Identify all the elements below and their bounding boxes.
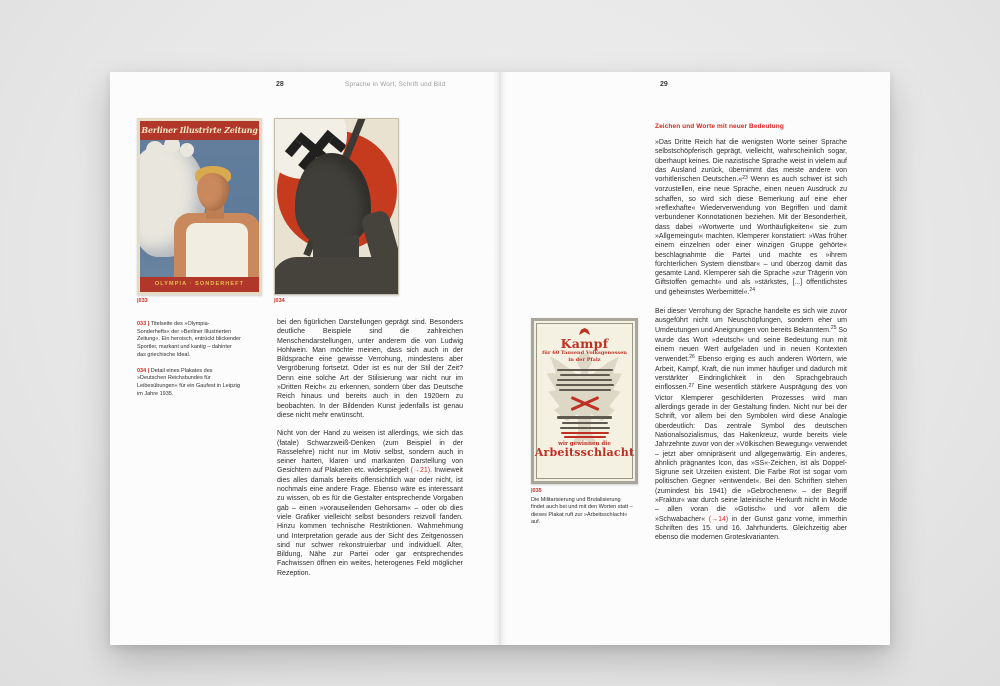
document-title: Kampf [560,336,609,351]
shoulders-silhouette [274,257,399,295]
illegible-text-block [557,415,612,431]
figure-label-034: |034 [274,298,285,304]
paragraph: bei den figürlichen Darstellungen geprägt sind. Besonders deutliche Beispiele sind die zahlreichen Menschendarstellungen, unter anderem die von Ludwig Hohlwein. Man möchte meinen, dass sich auch in der Bildsprache eine gewisse Verrohung, mindestens aber Vergröberung fortsetzt. Oder ist es nur der Stil der Zeit? Denn eine solche Art der Stilisierung war nicht nur im »Dritten Reich« zu erkennen, sondern über das Deutsche Reich hinaus und bereits auch in den 1920ern zu beobachten. In der Bildenden Kunst jedenfalls ist genau diese nicht mehr erwünscht. [277,319,463,419]
document-closing-word: Arbeitsschlacht [534,446,635,460]
figure-caption-035: Die Militarisierung und Brutalisierung findet auch bei und mit den Worten statt – dieses Plakat ruft zur »Arbeitsschlacht« auf. [531,497,633,525]
paragraph: Nicht von der Hand zu weisen ist allerdings, wie sich das (fatale) Schwarzweiß-Denken (zum Beispiel in der Rasselehre) nicht nur im Motiv selbst, sondern auch in seiner harten, klaren und markanten Darstellung von Gesichtern auf Plakaten etc. widerspiegelt (→21). Inwieweit dies alles damals bereits offensichtlich war oder nicht, ist nochmals eine andere Frage. Ebenso wäre es interessant zu wissen, ob es für die Gestalter entsprechende Vorgaben gab – einen »vorauseilenden Gehorsam« – oder ob dies viele Grafiker vielleicht selbst besonders reizvoll fanden. Hinzu kommen technische Restriktionen. Wahrnehmung und Interpretation gerade aus der Sicht des Zeitgenossen sind nur schwer rekonstruierbar und individuell. Alter, Bildung, Nähe zur Partei oder gar entsprechendes Fachwissen öffnen ein weites, heterogenes Feld möglicher Rezeption. [277,430,463,577]
athlete-tank-top [186,223,248,283]
caption-number: 034 | [137,367,150,374]
illegible-red-text [561,431,609,440]
book-gutter [493,72,507,645]
crossed-tools-icon [567,396,603,411]
figure-034-poster-detail [274,118,399,295]
caption-text: Titelseite des »Olympia-Sonderhefts« der »Berliner Illustrierten Zeitung«. Ein heroisch, entrückt blickender Sportler, markant und kantig – dahinter das griechische Ideal. [137,321,241,358]
proclamation-text [534,325,635,477]
athlete-face [197,173,229,211]
paragraph: »Das Dritte Reich hat die wenigsten Worte seiner Sprache selbstschöpferisch geprägt, vielleicht, wahrscheinlich sogar, überhaupt keines. Die nazistische Sprache weist in vielem auf das Ausland zurück, übernimmt das meiste andere von vorhitlerischen Deutschen.«$^{23}$ Wenn es auch schwer ist sich vorzustellen, eine neue Sprache, einen neuen Ausdruck zu schaffen, so wird sich diese Bemerkung auf eine eher »reflexhafte« Wiederverwendung von Begriffen und damit verbundener Konnotationen beziehen. Mit der Besonderheit, dass dabei »Wortwerte und Worthäufigkeiten« sie zum »Allgemeingut« machten. Klemperer konstatiert: »Was früher einem einzelnen oder einer winzigen Gruppe gehörte« beschlagnahmte die Partei und machte es »ihrem fürchterlichen System dienstbar« – und überzog damit das gesamte Land. Klemperer sah die Sprache »zur Trägerin von Giftstoffen gemacht« und als »stärkstes, [...] öffentlichstes und geheimstes Werbemittel«.$^{24}$ [655,139,847,296]
cover-banner: OLYMPIA · SONDERHEFT [140,277,259,292]
running-head: Sprache in Wort, Schrift und Bild [345,81,446,88]
document-subtitle: für 60 Tausend Volksgenossen [542,350,627,356]
section-heading: Zeichen und Worte mit neuer Bedeutung [655,123,784,130]
caption-text: Detail eines Plakates des »Deutschen Reichsbundes für Leibesübungen« für ein Gaufest in Leipzig im Jahre 1935. [137,367,241,397]
paragraph: Bei dieser Verrohung der Sprache handelte es sich wie zuvor ausgeführt nicht um Neuschöpfungen, sondern eher um Umdeutungen und Aneignungen von bereits Bekanntem.$^{25}$ So wurde das Wort »deutsch« und seine Bedeutung nun mit einem neuen Wert aufgeladen und in neuen Kontexten verwendet.$^{26}$ Ebenso erging es auch anderen Wörtern, wie Arbeit, Kampf, Kraft, die nun immer häufiger und dadurch mit verstärkter Eindringlichkeit in den Sprachgebrauch einflossen.$^{27}$ Eine wesentlich stärkere Ausprägung des von Victor Klemperer geschilderten Prozesses wird man allerdings gerade in der Gestaltung finden. Nicht nur bei der Schrift, vor allem bei den Symbolen wird diese Analogie überdeutlich: Das zentrale Symbol des deutschen Nationalsozialismus, das Hakenkreuz, wurde bereits viele Jahrzehnte zuvor von der »Völkischen Bewegung« verwendet – jetzt aber omnipräsent und allgegenwärtig. Ein anderes, ähnlich prägnantes Icon, das »SS«-Zeichen, ist als Doppel-Sigrune seit Urzeiten existent. Die Farbe Rot ist sogar vom politischen Gegner »entwendet«. Bei den Schriften stehen (zumindest bis 1941) die »Gebrochenen« – der Begriff »Fraktur« war durch seine lateinische Herkunft nicht in Mode – allen voran die »Gotisch« und vor allem die »Schwabacher« (→14) in der Gunst ganz vorne, immerhin Schriften des 15. und 16. Jahrhunderts. Gleichzeitig aber ebenso die modernen Groteskvarianten. [655,308,847,542]
figure-label-033: |033 [137,298,148,304]
cover-artwork [140,121,259,292]
body-column-left [277,318,463,587]
page-number-right: 29 [660,81,668,88]
margin-caption-034 [137,368,241,399]
figure-035-proclamation [531,318,638,484]
masthead-title: Berliner Illustrirte Zeitung [140,121,259,140]
document-subtitle: in der Pfalz [568,356,601,363]
eagle-stamp-icon [579,328,590,335]
book-spread [110,72,890,645]
statue-curl [146,141,164,159]
page-number-left: 28 [276,81,284,88]
illegible-text-block [556,367,614,393]
statue-curl [180,143,194,157]
document-closing-line: wir gewinnen die [558,440,611,447]
figure-label-035: |035 [531,488,542,494]
margin-caption-033 [137,321,241,360]
caption-number: 033 | [137,321,150,327]
margin-captions [137,321,241,406]
body-column-right [655,138,847,551]
figure-033-magazine-cover [137,118,262,295]
